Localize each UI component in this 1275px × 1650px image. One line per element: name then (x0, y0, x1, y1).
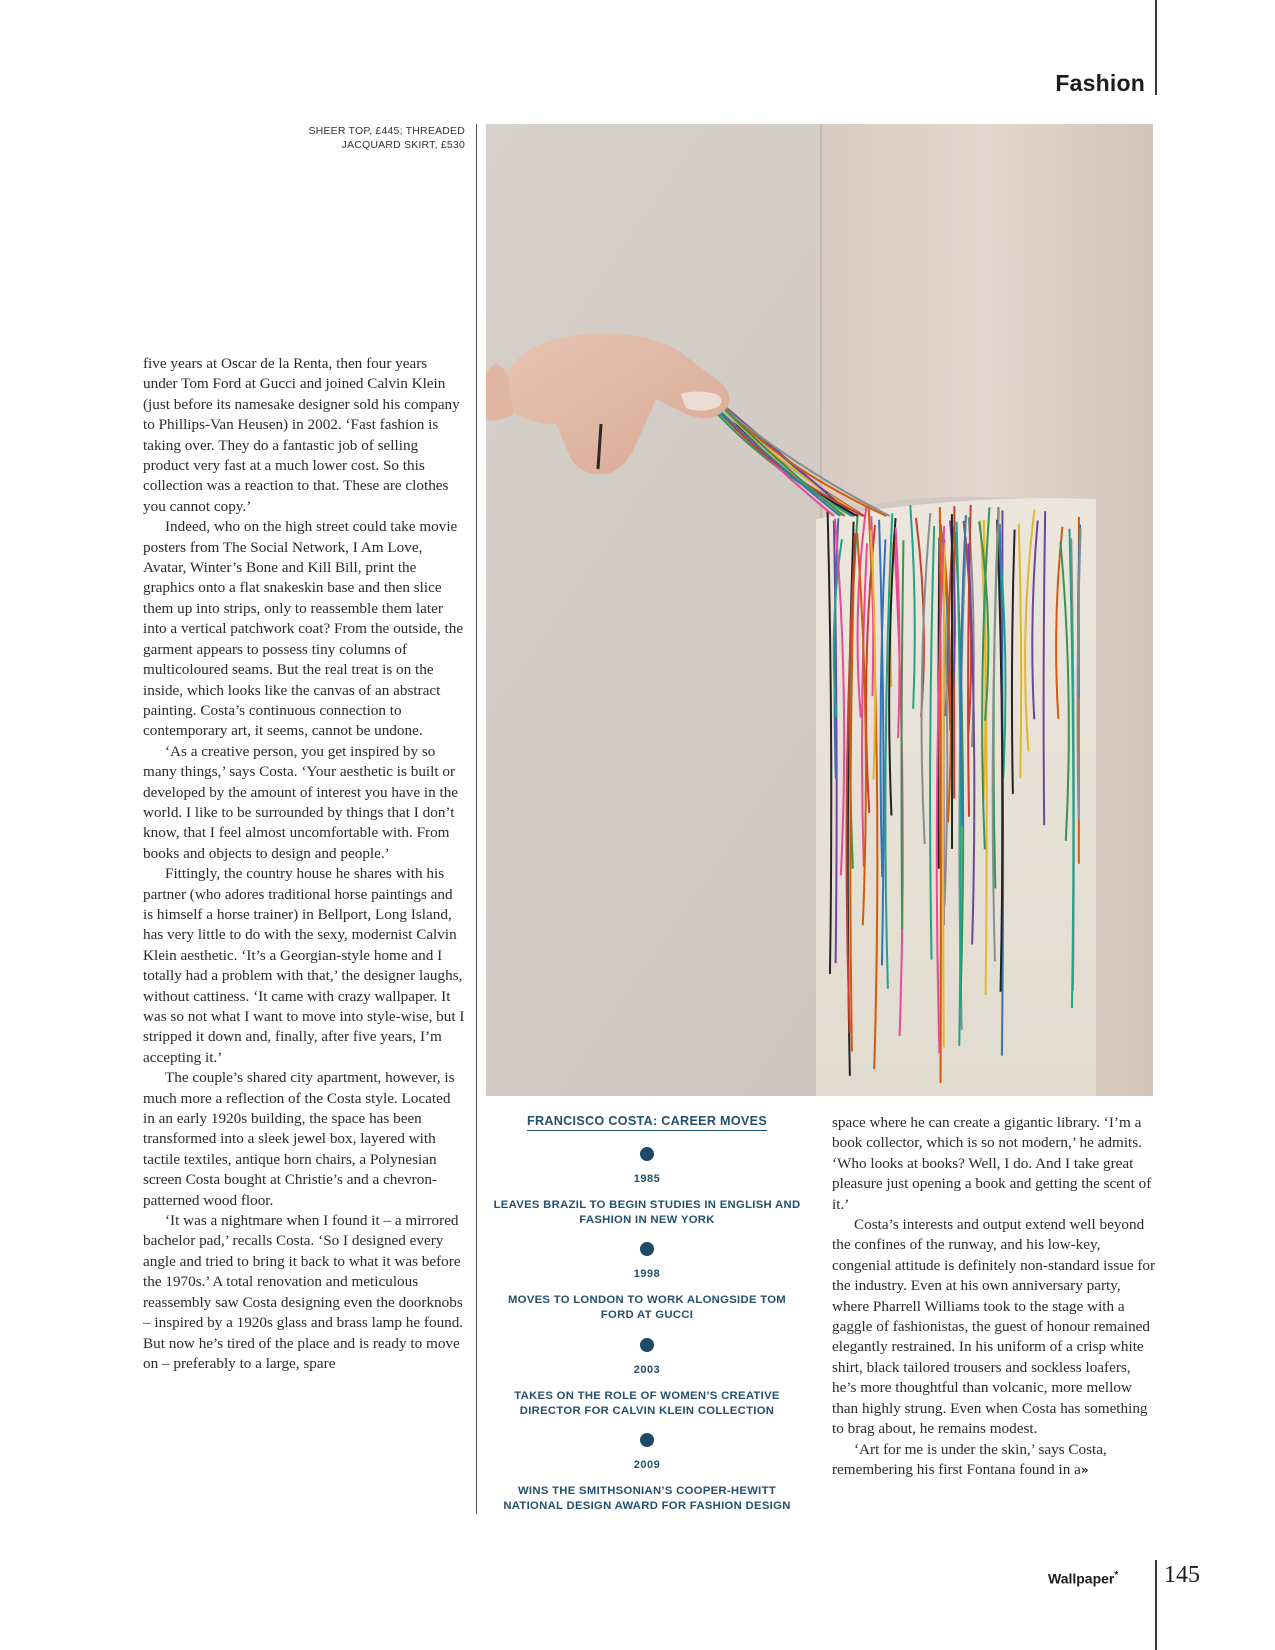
timeline-text: TAKES ON THE ROLE OF WOMEN’S CREATIVE DIRECTOR FOR CALVIN KLEIN COLLECTION (514, 1390, 780, 1417)
timeline-text: LEAVES BRAZIL TO BEGIN STUDIES IN ENGLISH AND FASHION IN NEW YORK (493, 1199, 801, 1226)
timeline-dot-icon (640, 1338, 654, 1352)
timeline-item (492, 1242, 802, 1323)
body-paragraph: Fittingly, the country house he shares with his partner (who adores traditional horse paintings and is himself a horse trainer) in Bellport, Long Island, has very little to do with the sexy, modernist Calvin Klein aesthetic. ‘It’s a Georgian-style home and I totally had a problem with that,’ the designer laughs, without cattiness. ‘It came with crazy wallpaper. It was so not what I want to move into style-wise, but I stripped it down and, finally, after five years, I’m accepting it.’ (143, 865, 465, 1066)
column-divider (476, 124, 477, 1514)
timeline-dot-icon (640, 1242, 654, 1256)
body-paragraph: Indeed, who on the high street could take movie posters from The Social Network, I Am Love, Avatar, Winter’s Bone and Kill Bill, print the graphics onto a flat snakeskin base and then slice them up into strips, only to reassemble them later into a vertical patchwork coat? From the outside, the garment appears to possess tiny columns of multicoloured seams. But the real treat is on the inside, which looks like the canvas of an abstract painting. Costa’s continuous connection to contemporary art, it seems, cannot be undone. (143, 518, 464, 740)
timeline-year: 2009 (633, 1459, 661, 1471)
body-paragraph-text: ‘Art for me is under the skin,’ says Costa, remembering his first Fontana found in a (832, 1440, 1107, 1478)
body-paragraph: five years at Oscar de la Renta, then four years under Tom Ford at Gucci and joined Calvin Klein (just before its namesake designer sold his company to Phillips-Van Heusen) in 2002. ‘Fast fashion is taking over. They do a fantastic job of selling product very fast at a much lower cost. So this collection was a reaction to that. These are clothes you cannot copy.’ (143, 355, 460, 515)
timeline-text: MOVES TO LONDON TO WORK ALONGSIDE TOM FORD AT GUCCI (507, 1294, 787, 1321)
timeline-dot-icon (640, 1147, 654, 1161)
body-paragraph: The couple’s shared city apartment, however, is much more a reflection of the Costa style. Located in an early 1920s building, the space has been transformed into a sleek jewel box, layered with tactile textiles, antique horn chairs, a Polynesian screen Costa bought at Christie’s and a chevron-patterned wood floor. (143, 1069, 455, 1209)
body-paragraph: ‘As a creative person, you get inspired by so many things,’ says Costa. ‘Your aesthetic is built or developed by the amount of interest you have in the world. I like to be surrounded by things that I don’t know, that I feel almost uncomfortable with. From books and objects to design and people.’ (143, 742, 459, 862)
timeline-year: 2003 (633, 1364, 661, 1376)
timeline-item (492, 1147, 802, 1228)
timeline-dot-icon (640, 1433, 654, 1447)
timeline-year: 1985 (633, 1173, 661, 1185)
page-number: 145 (1164, 1562, 1200, 1588)
caption-line: JACQUARD SKIRT, £530 (341, 139, 465, 151)
timeline-year: 1998 (633, 1268, 661, 1280)
timeline-item (492, 1338, 802, 1419)
photo-illustration (486, 124, 1153, 1096)
fashion-photo (486, 124, 1153, 1096)
body-paragraph: Costa’s interests and output extend well beyond the confines of the runway, and his low-key, congenial attitude is definitely non-standard issue for the industry. Even at his own anniversary party, where Pharrell Williams took to the stage with a gaggle of fashionistas, the guest of honour remained elegantly restrained. In his uniform of a crisp white shirt, black tailored trousers and sockless loafers, he’s more thoughtful than volcanic, more mellow than highly strung. Even when Costa has something to brag about, he remains modest. (832, 1216, 1156, 1438)
section-label: Fashion (1055, 70, 1145, 96)
timeline-title: FRANCISCO COSTA: CAREER MOVES (527, 1114, 767, 1131)
body-column-right (832, 1113, 1157, 1480)
brand-name: Wallpaper (1048, 1570, 1115, 1587)
top-right-rule (1155, 0, 1157, 95)
timeline-text: WINS THE SMITHSONIAN’S COOPER-HEWITT NATIONAL DESIGN AWARD FOR FASHION DESIGN (503, 1485, 791, 1512)
body-column-left (143, 354, 465, 1374)
magazine-brand (1048, 1570, 1118, 1587)
brand-mark: * (1114, 1570, 1119, 1581)
body-paragraph: space where he can create a gigantic library. ‘I’m a book collector, which is so not modern,’ he admits. ‘Who looks at books? Well, I do. And I take great pleasure just opening a book and getting the scent of it.’ (832, 1114, 1152, 1213)
photo-caption (250, 124, 465, 152)
body-paragraph (832, 1440, 1157, 1481)
career-timeline (492, 1112, 802, 1512)
caption-line: SHEER TOP, £445; THREADED (308, 125, 465, 137)
body-paragraph: ‘It was a nightmare when I found it – a mirrored bachelor pad,’ recalls Costa. ‘So I designed every angle and tried to bring it back to what it was before the 1970s.’ A total renovation and meticulous reassembly saw Costa designing even the doorknobs – inspired by a 1920s glass and brass lamp he found. But now he’s tired of the place and is ready to move on – preferably to a large, spare (143, 1212, 464, 1372)
continue-arrow-icon: » (1080, 1462, 1089, 1477)
timeline-item (492, 1433, 802, 1514)
footer-rule (1155, 1560, 1157, 1650)
